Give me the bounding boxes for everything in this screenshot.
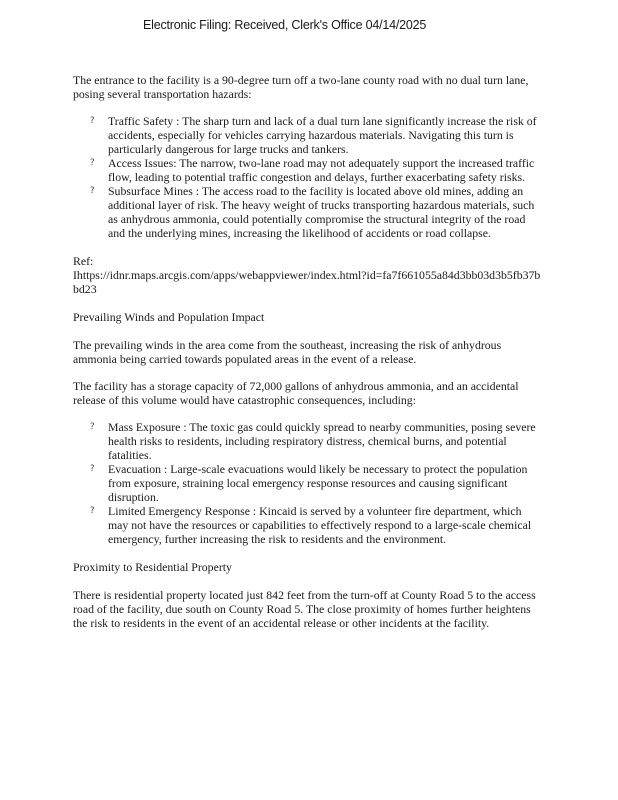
list-item: [90, 420, 543, 462]
consequence-mass-exposure: Mass Exposure : The toxic gas could quickly spread to nearby communities, posing severe health risks to residents, including respiratory distress, chemical burns, and potential fatalities.: [108, 420, 536, 462]
bullet-icon: ?: [90, 186, 95, 196]
list-item: [90, 184, 543, 240]
list-item: [90, 462, 543, 504]
proximity-heading: Proximity to Residential Property: [73, 560, 232, 574]
storage-paragraph: The facility has a storage capacity of 72,000 gallons of anhydrous ammonia, and an accidental release of this volume would have catastrophic consequences, including:: [73, 379, 519, 407]
winds-paragraph: The prevailing winds in the area come from the southeast, increasing the risk of anhydrous ammonia being carried towards populated areas in the event of a release.: [73, 338, 502, 366]
reference-block: [73, 254, 543, 296]
list-item: [90, 504, 543, 546]
list-item: [90, 114, 543, 156]
filing-stamp: Electronic Filing: Received, Clerk's Office 04/14/2025: [143, 18, 427, 32]
proximity-paragraph: There is residential property located just 842 feet from the turn-off at County Road 5 to the access road of the facility, due south on County Road 5. The close proximity of homes further heightens the risk to residents in the event of an accidental release or other incidents at the facility.: [73, 588, 536, 630]
document-body: [73, 73, 543, 643]
hazard-subsurface-mines: Subsurface Mines : The access road to the facility is located above old mines, adding an additional layer of risk. The heavy weight of trucks transporting hazardous materials, such as anhydrous ammonia, could potentially compromise the structural integrity of the road and the underlying mines, increasing the likelihood of accidents or road collapse.: [108, 184, 535, 240]
bullet-icon: ?: [90, 506, 95, 516]
hazard-access-issues: Access Issues: The narrow, two-lane road may not adequately support the increased traffic flow, leading to potential traffic congestion and delays, further exacerbating safety risks.: [108, 156, 535, 184]
hazards-list: [73, 114, 543, 240]
winds-heading: Prevailing Winds and Population Impact: [73, 310, 265, 324]
reference-url[interactable]: Ihttps://idnr.maps.arcgis.com/apps/webappviewer/index.html?id=fa7f661055a84d3bb03d3b5fb37bbd23: [73, 268, 541, 296]
bullet-icon: ?: [90, 422, 95, 432]
consequence-limited-response: Limited Emergency Response : Kincaid is served by a volunteer fire department, which may not have the resources or capabilities to effectively respond to a large-scale chemical emergency, further increasing the risk to residents and the environment.: [108, 504, 532, 546]
reference-label: Ref:: [73, 254, 94, 268]
intro-paragraph: The entrance to the facility is a 90-degree turn off a two-lane county road with no dual turn lane, posing several transportation hazards:: [73, 73, 529, 101]
list-item: [90, 156, 543, 184]
bullet-icon: ?: [90, 116, 95, 126]
bullet-icon: ?: [90, 464, 95, 474]
consequences-list: [73, 420, 543, 546]
consequence-evacuation: Evacuation : Large-scale evacuations would likely be necessary to protect the population from exposure, straining local emergency response resources and causing significant disruption.: [108, 462, 528, 504]
hazard-traffic-safety: Traffic Safety : The sharp turn and lack of a dual turn lane significantly increase the risk of accidents, especially for vehicles carrying hazardous materials. Navigating this turn is particularly dangerous for large trucks and tankers.: [108, 114, 537, 156]
bullet-icon: ?: [90, 158, 95, 168]
